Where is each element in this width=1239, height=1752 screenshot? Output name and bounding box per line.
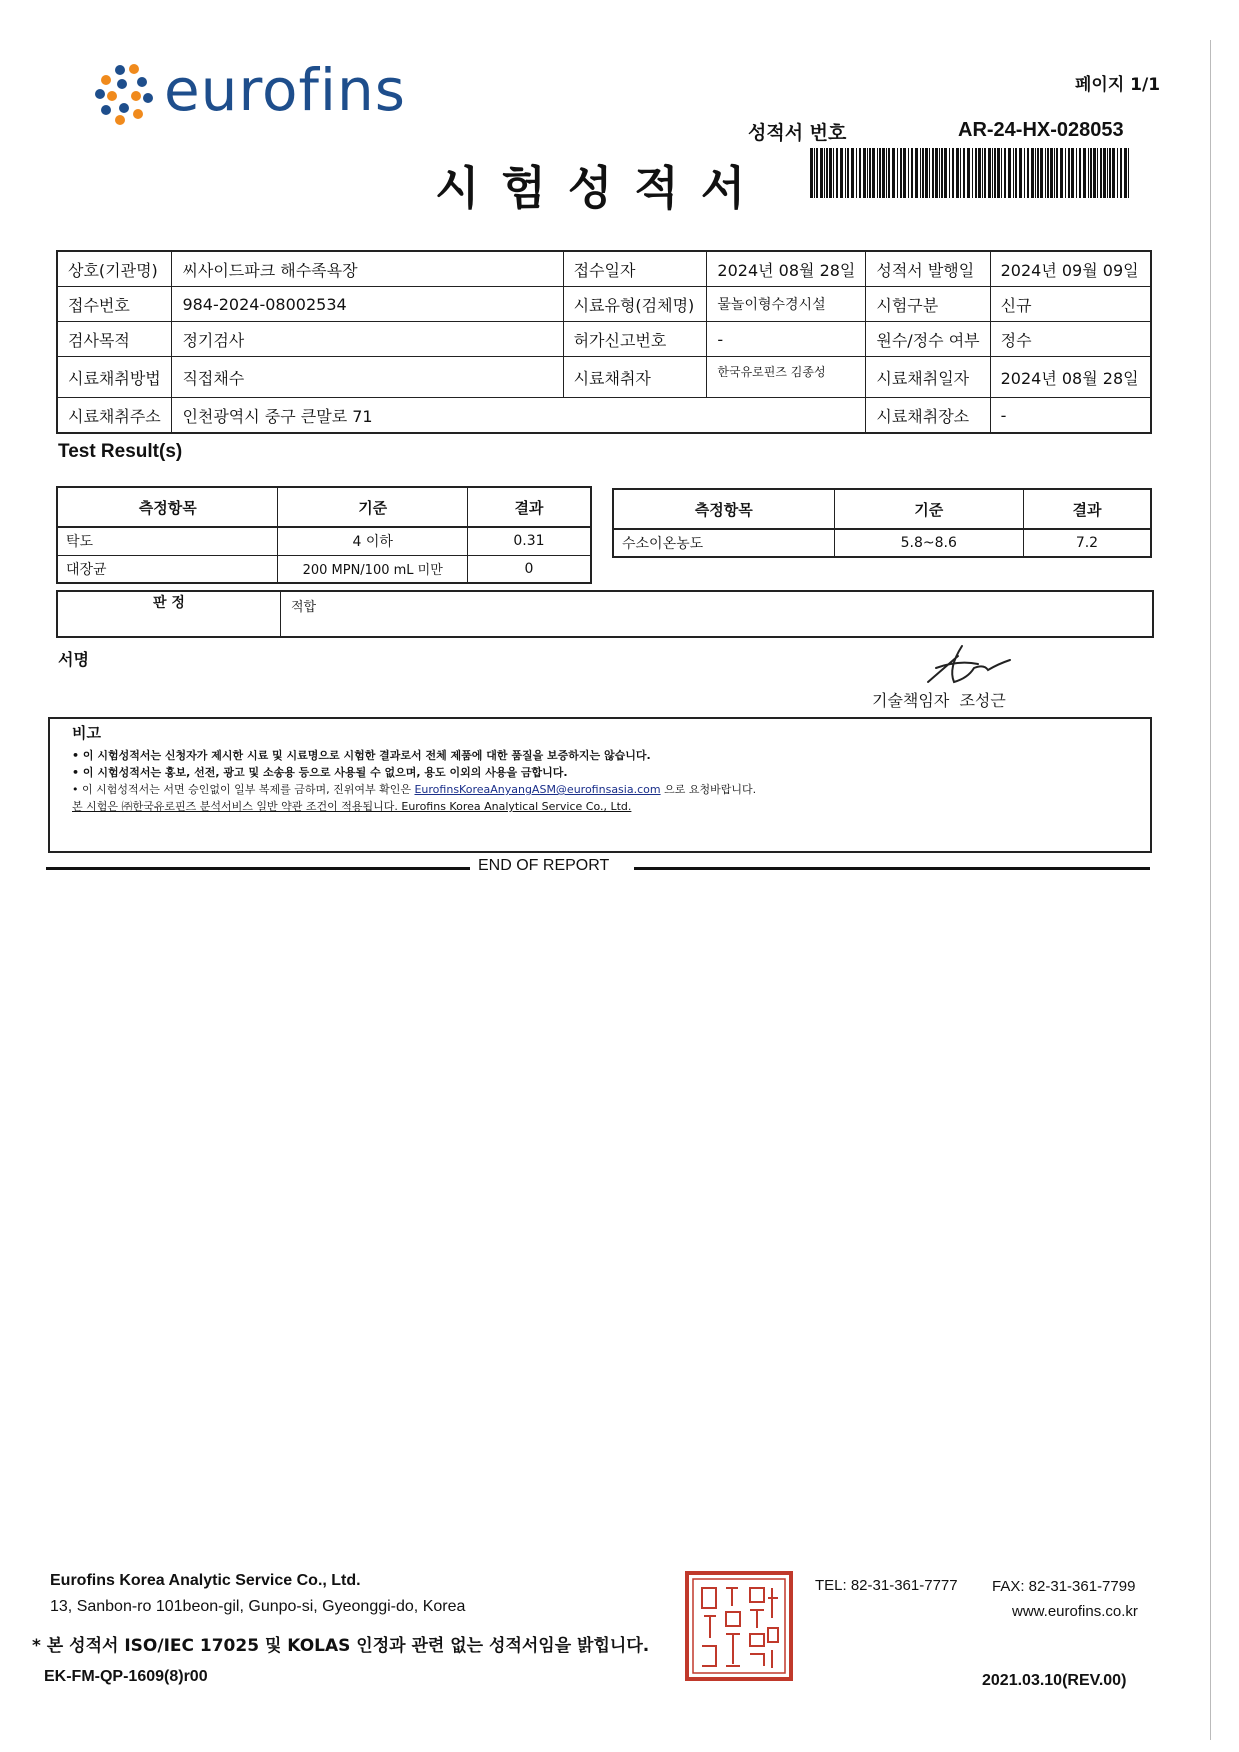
barcode-bar xyxy=(900,148,902,198)
verdict-value: 적합 xyxy=(291,600,317,615)
barcode-bar xyxy=(1004,148,1006,198)
barcode-bar xyxy=(1128,148,1129,198)
barcode-bar xyxy=(810,148,813,198)
result-value: 0 xyxy=(467,555,591,583)
barcode-bar xyxy=(1088,148,1089,198)
divider xyxy=(634,867,1150,870)
report-number: AR-24-HX-028053 xyxy=(958,119,1124,141)
results-table-right xyxy=(612,488,1152,558)
barcode-bar xyxy=(949,148,950,198)
scan-edge-line xyxy=(1210,40,1211,1740)
barcode-bar xyxy=(925,148,928,198)
barcode-bar xyxy=(1065,148,1066,198)
barcode-bar xyxy=(1047,148,1049,198)
cell-value: 한국유로핀즈 김종성 xyxy=(707,357,866,398)
barcode-bar xyxy=(833,148,834,198)
cell-label: 접수번호 xyxy=(57,287,172,322)
result-standard: 200 MPN/100 mL 미만 xyxy=(278,555,467,583)
cell-value: 정수 xyxy=(990,322,1151,357)
barcode-bar xyxy=(1019,148,1022,198)
barcode-bar xyxy=(911,148,913,198)
barcode-bar xyxy=(1097,148,1098,198)
technical-manager xyxy=(872,688,1006,711)
table-row xyxy=(57,287,1151,322)
barcode-bar xyxy=(944,148,947,198)
eurofins-dots-icon xyxy=(92,62,162,132)
cell-label: 성적서 발행일 xyxy=(866,251,990,287)
signature-label: 서명 xyxy=(58,650,89,669)
cell-label: 시료채취방법 xyxy=(57,357,172,398)
cell-value: 직접채수 xyxy=(172,357,563,398)
result-item: 탁도 xyxy=(57,527,278,555)
cell-label: 검사목적 xyxy=(57,322,172,357)
barcode-bar xyxy=(863,148,866,198)
barcode-bar xyxy=(1024,148,1025,198)
barcode-bar xyxy=(903,148,906,198)
table-row xyxy=(57,398,1151,434)
footer-note: * 본 성적서 ISO/IEC 17025 및 KOLAS 인정과 관련 없는 성적서임을 밝힙니다. xyxy=(32,1636,650,1656)
report-number-label: 성적서 번호 xyxy=(748,122,847,144)
cell-value: 씨사이드파크 해수족욕장 xyxy=(172,251,563,287)
footer-address: 13, Sanbon-ro 101beon-gil, Gunpo-si, Gyeonggi-do, Korea xyxy=(50,1598,466,1615)
result-standard: 4 이하 xyxy=(278,527,467,555)
barcode-bar xyxy=(886,148,887,198)
barcode-bar xyxy=(1083,148,1086,198)
barcode-bar xyxy=(1103,148,1106,198)
barcode-bar xyxy=(941,148,943,198)
barcode-bar xyxy=(826,148,828,198)
table-row xyxy=(57,527,591,555)
barcode-bar xyxy=(836,148,838,198)
remarks-text: 으로 요청바랍니다. xyxy=(660,783,757,796)
end-of-report-text: END OF REPORT xyxy=(478,857,610,874)
handwritten-signature xyxy=(918,638,1018,690)
barcode-bar xyxy=(845,148,846,198)
barcode-bar xyxy=(1090,148,1092,198)
cell-value: - xyxy=(707,322,866,357)
barcode-bar xyxy=(829,148,832,198)
barcode-bar xyxy=(960,148,961,198)
barcode-bar xyxy=(952,148,954,198)
header-item: 측정항목 xyxy=(57,487,278,527)
cell-value: - xyxy=(990,398,1151,434)
barcode-bar xyxy=(897,148,898,198)
barcode-bar xyxy=(851,148,854,198)
barcode-bar xyxy=(892,148,895,198)
remarks-line: • 이 시험성적서는 홍보, 선전, 광고 및 소송용 등으로 사용될 수 없으며, 용도 이외의 사용을 금합니다. xyxy=(72,766,568,779)
table-row xyxy=(57,555,591,583)
cell-value: 정기검사 xyxy=(172,322,563,357)
table-header-row xyxy=(613,489,1151,529)
cell-label: 시료채취자 xyxy=(563,357,707,398)
barcode-bar xyxy=(1027,148,1029,198)
barcode-bar xyxy=(956,148,959,198)
result-item: 대장균 xyxy=(57,555,278,583)
barcode-bar xyxy=(1117,148,1118,198)
barcode-bar xyxy=(978,148,981,198)
form-number: EK-FM-QP-1609(8)r00 xyxy=(44,1668,208,1685)
page-number: 페이지 1/1 xyxy=(1075,75,1161,95)
barcode-bar xyxy=(1109,148,1111,198)
barcode-bar xyxy=(939,148,940,198)
barcode-bar xyxy=(920,148,921,198)
barcode-bar xyxy=(1037,148,1039,198)
results-table-left xyxy=(56,486,592,584)
barcode-bar xyxy=(867,148,868,198)
barcode-bar xyxy=(935,148,938,198)
barcode-bar xyxy=(988,148,991,198)
header-standard: 기준 xyxy=(834,489,1023,529)
barcode-bar xyxy=(847,148,849,198)
cell-label: 시료유형(검체명) xyxy=(563,287,707,322)
barcode-bar xyxy=(929,148,930,198)
cell-value: 2024년 08월 28일 xyxy=(990,357,1151,398)
end-of-report xyxy=(46,857,1150,877)
table-row xyxy=(57,251,1151,287)
barcode-bar xyxy=(824,148,825,198)
result-value: 0.31 xyxy=(467,527,591,555)
logo-wordmark: eurofins xyxy=(164,56,407,124)
barcode xyxy=(810,148,1132,198)
barcode-bar xyxy=(963,148,965,198)
cell-label: 상호(기관명) xyxy=(57,251,172,287)
header-result: 결과 xyxy=(467,487,591,527)
revision-date: 2021.03.10(REV.00) xyxy=(982,1672,1127,1689)
barcode-bar xyxy=(1056,148,1058,198)
barcode-bar xyxy=(994,148,996,198)
result-standard: 5.8~8.6 xyxy=(834,529,1023,557)
document-title: 시험성적서 xyxy=(435,161,768,215)
barcode-bar xyxy=(820,148,823,198)
barcode-bar xyxy=(1040,148,1043,198)
contact-email-link[interactable]: EurofinsKoreaAnyangASM@eurofinsasia.com xyxy=(414,783,661,796)
cell-label: 시료채취일자 xyxy=(866,357,990,398)
barcode-bar xyxy=(972,148,973,198)
remarks-box xyxy=(48,717,1152,853)
barcode-bar xyxy=(915,148,918,198)
eurofins-logo xyxy=(92,56,412,132)
barcode-bar xyxy=(975,148,977,198)
barcode-bar xyxy=(840,148,843,198)
barcode-bar xyxy=(1050,148,1053,198)
barcode-bar xyxy=(1031,148,1034,198)
cell-value: 신규 xyxy=(990,287,1151,322)
cell-label: 시험구분 xyxy=(866,287,990,322)
barcode-bar xyxy=(1112,148,1115,198)
barcode-bar xyxy=(1068,148,1070,198)
barcode-bar xyxy=(1124,148,1127,198)
barcode-bar xyxy=(869,148,871,198)
sample-info-table xyxy=(56,250,1152,434)
barcode-bar xyxy=(1100,148,1102,198)
barcode-bar xyxy=(1054,148,1055,198)
footer-tel: TEL: 82-31-361-7777 xyxy=(815,1577,958,1594)
test-results-title: Test Result(s) xyxy=(58,441,183,462)
barcode-bar xyxy=(1015,148,1017,198)
barcode-bar xyxy=(1001,148,1002,198)
table-header-row xyxy=(57,487,591,527)
footer-company: Eurofins Korea Analytic Service Co., Ltd. xyxy=(50,1572,361,1589)
barcode-bar xyxy=(992,148,993,198)
barcode-bar xyxy=(967,148,970,198)
barcode-bar xyxy=(877,148,878,198)
cell-label: 원수/정수 여부 xyxy=(866,322,990,357)
result-item: 수소이온농도 xyxy=(613,529,834,557)
barcode-bar xyxy=(1107,148,1108,198)
cell-value: 984-2024-08002534 xyxy=(172,287,563,322)
technical-manager-name: 조성근 xyxy=(959,691,1006,710)
cell-value: 인천광역시 중구 큰말로 71 xyxy=(172,398,866,434)
barcode-bar xyxy=(1008,148,1011,198)
technical-manager-role: 기술책임자 xyxy=(872,691,950,710)
company-seal-stamp xyxy=(684,1570,794,1682)
barcode-bar xyxy=(872,148,875,198)
barcode-bar xyxy=(1013,148,1014,198)
barcode-bar xyxy=(859,148,861,198)
barcode-bar xyxy=(1035,148,1036,198)
verdict-box xyxy=(56,590,1154,638)
remarks-line xyxy=(72,781,756,797)
barcode-bar xyxy=(1093,148,1096,198)
cell-label: 접수일자 xyxy=(563,251,707,287)
barcode-bar xyxy=(856,148,857,198)
remarks-line: 본 시험은 ㈜한국유로핀즈 분석서비스 일반 약관 조건이 적용됩니다. Eurofins Korea Analytical Service Co., Ltd. xyxy=(72,800,632,813)
barcode-bar xyxy=(932,148,934,198)
barcode-bar xyxy=(908,148,909,198)
barcode-bar xyxy=(882,148,885,198)
barcode-bar xyxy=(984,148,986,198)
verdict-label: 판 정 xyxy=(58,592,281,636)
cell-label: 시료채취장소 xyxy=(866,398,990,434)
table-row xyxy=(57,322,1151,357)
cell-label: 시료채취주소 xyxy=(57,398,172,434)
footer-website: www.eurofins.co.kr xyxy=(1012,1603,1138,1620)
remarks-text: • 이 시험성적서는 서면 승인없이 일부 복제를 금하며, 진위여부 확인은 xyxy=(72,783,415,796)
barcode-bar xyxy=(1079,148,1081,198)
barcode-bar xyxy=(1076,148,1077,198)
barcode-bar xyxy=(879,148,881,198)
divider xyxy=(46,867,470,870)
barcode-bar xyxy=(816,148,818,198)
barcode-bar xyxy=(1045,148,1046,198)
header-result: 결과 xyxy=(1023,489,1151,529)
barcode-bar xyxy=(922,148,924,198)
result-value: 7.2 xyxy=(1023,529,1151,557)
header-item: 측정항목 xyxy=(613,489,834,529)
cell-value: 2024년 08월 28일 xyxy=(707,251,866,287)
table-row xyxy=(613,529,1151,557)
barcode-bar xyxy=(1120,148,1122,198)
barcode-bar xyxy=(888,148,890,198)
footer-fax: FAX: 82-31-361-7799 xyxy=(992,1578,1136,1595)
barcode-bar xyxy=(997,148,1000,198)
header-standard: 기준 xyxy=(278,487,467,527)
remarks-title: 비고 xyxy=(72,724,101,742)
cell-value: 2024년 09월 09일 xyxy=(990,251,1151,287)
barcode-bar xyxy=(1071,148,1074,198)
cell-label: 허가신고번호 xyxy=(563,322,707,357)
barcode-bar xyxy=(1060,148,1063,198)
barcode-bar xyxy=(982,148,983,198)
barcode-bar xyxy=(814,148,815,198)
cell-value: 물놀이형수경시설 xyxy=(707,287,866,322)
table-row xyxy=(57,357,1151,398)
remarks-line: • 이 시험성적서는 신청자가 제시한 시료 및 시료명으로 시험한 결과로서 전체 제품에 대한 품질을 보증하지는 않습니다. xyxy=(72,749,651,762)
